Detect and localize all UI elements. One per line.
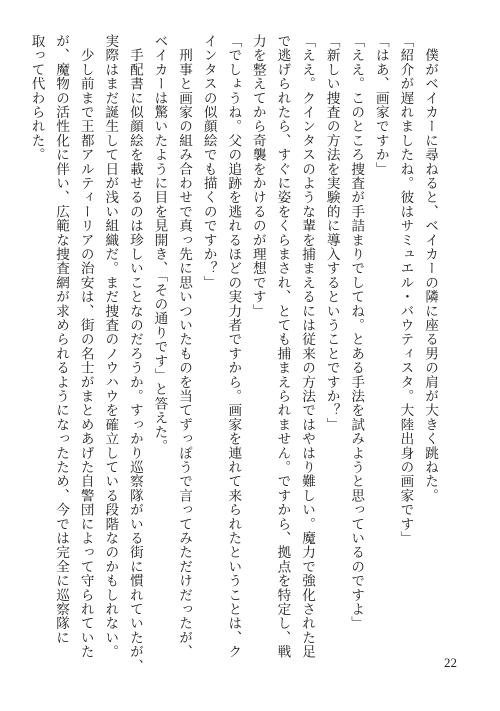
text-line-16: が、魔物の活性化に伴い、広範な捜査網が求められるようになったため、今では完全に巡察隊に [53,34,70,645]
text-line-3: 「はあ、画家ですか」 [372,34,389,176]
text-line-8: 力を整えてから奇襲をかけるのが理想です」 [249,34,266,318]
text-line-11: 刑事と画家の組み合わせで真っ先に思いついたものを当てずっぽうで言ってみただけだったが、 [176,34,193,659]
text-line-2: 「紹介が遅れましたね。彼はサミュエル・バウティスタ。大陸出身の画家です」 [397,34,414,546]
page-number: 22 [444,655,457,670]
text-line-10: インタスの似顔絵でも描くのですか？」 [200,34,217,290]
text-line-1: 僕がベイカーに尋ねると、ベイカーの隣に座る男の肩が大きく跳ねた。 [422,34,438,503]
text-line-17: 取って代わられた。 [28,34,45,162]
text-line-7: で逃げられたら、すぐに姿をくらまされ、とても捕まえられません。ですから、拠点を特定し、戦 [274,34,291,659]
text-line-4: 「ええ。このところ捜査が手詰まりでしてね。とある手法を試みようと思っているのですよ」 [348,34,365,631]
vertical-text-body [24,34,442,673]
text-line-6: 「ええ。クインタスのような輩を捕まえるには従来の方法ではやはり難しい。魔力で強化された足 [299,34,316,659]
text-line-15: 少し前まで王都アルティーリアの治安は、街の名士がまとめあげた自警団によって守られていた [77,34,94,659]
text-line-5: 「新しい捜査の方法を実験的に導入するということですか？」 [323,34,340,432]
text-line-13: 手配書に似顔絵を載せるのは珍しいことなのだろうか。すっかり巡察隊がいる街に慣れていたが、 [126,34,143,673]
text-line-14: 実際はまだ誕生して日が浅い組織だ。まだ捜査のノウハウを確立している段階なのかもしれない。 [102,34,119,659]
text-line-12: ベイカーは驚いたように目を見開き、「その通りです」と答えた。 [151,34,168,454]
text-line-9: 「でしょうね。父の追跡を逃れるほどの実力者ですから。画家を連れて来られたということは、ク [225,34,242,659]
